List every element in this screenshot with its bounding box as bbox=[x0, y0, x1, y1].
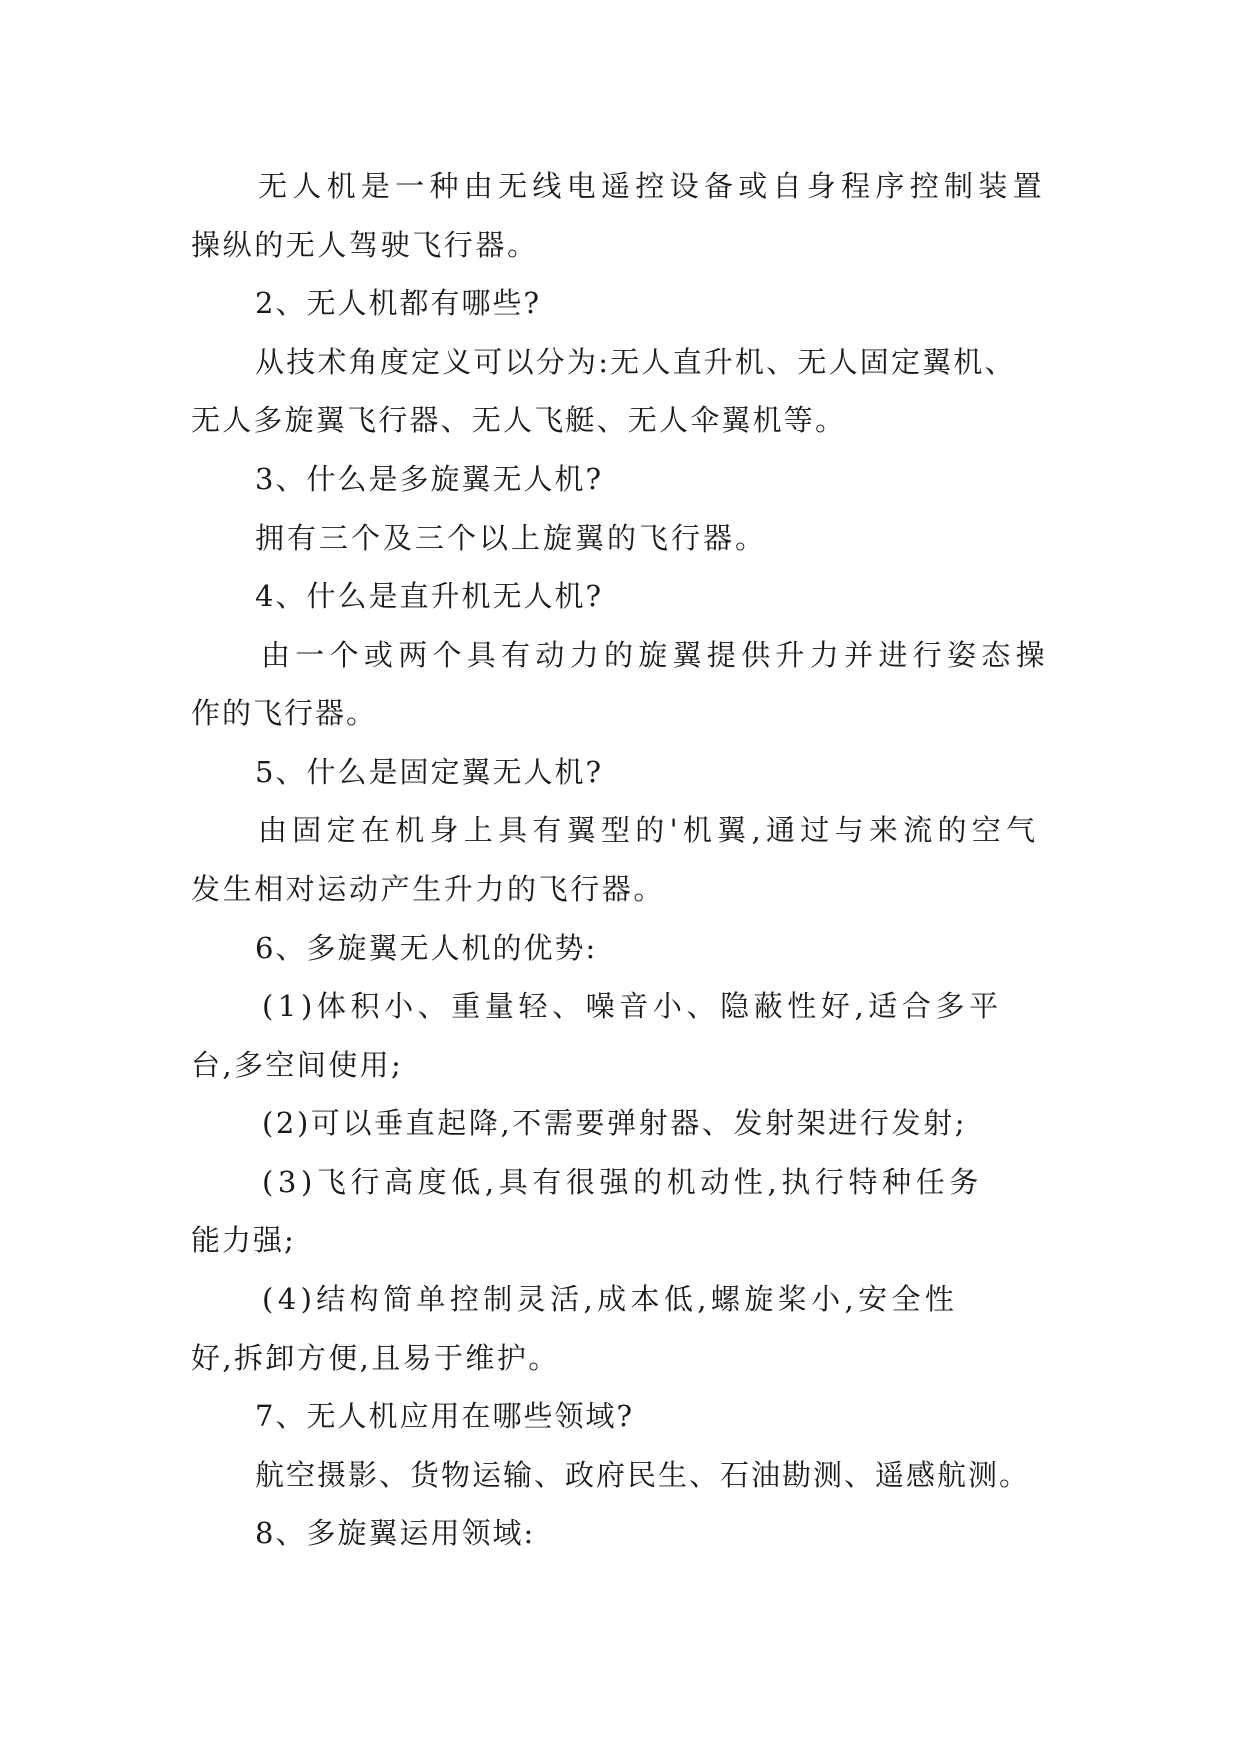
list-item-line: 好,拆卸方便,且易于维护。 bbox=[191, 1341, 560, 1375]
question-heading: 4、什么是直升机无人机? bbox=[255, 579, 603, 613]
paragraph-line: 操纵的无人驾驶飞行器。 bbox=[191, 228, 539, 262]
paragraph-line: 航空摄影、货物运输、政府民生、石油勘测、遥感航测。 bbox=[255, 1458, 1031, 1492]
paragraph-line: 发生相对运动产生升力的飞行器。 bbox=[191, 872, 666, 906]
paragraph-line: 无人机是一种由无线电遥控设备或自身程序控制装置 bbox=[258, 169, 1047, 203]
question-heading: 6、多旋翼无人机的优势: bbox=[255, 931, 598, 965]
paragraph-line: 由固定在机身上具有翼型的'机翼,通过与来流的空气 bbox=[258, 813, 1041, 847]
paragraph-line: 从技术角度定义可以分为:无人直升机、无人固定翼机、 bbox=[255, 345, 1016, 379]
list-item-line: (2)可以垂直起降,不需要弹射器、发射架进行发射; bbox=[262, 1106, 968, 1140]
list-item-line: (4)结构简单控制灵活,成本低,螺旋桨小,安全性 bbox=[262, 1282, 959, 1316]
paragraph-line: 由一个或两个具有动力的旋翼提供升力并进行姿态操 bbox=[261, 638, 1050, 672]
question-heading: 2、无人机都有哪些? bbox=[255, 286, 541, 320]
list-item-line: 能力强; bbox=[191, 1223, 296, 1257]
paragraph-line: 作的飞行器。 bbox=[191, 696, 378, 730]
question-heading: 8、多旋翼运用领域: bbox=[255, 1516, 536, 1550]
paragraph-line: 无人多旋翼飞行器、无人飞艇、无人伞翼机等。 bbox=[191, 403, 847, 437]
list-item-line: (1)体积小、重量轻、噪音小、隐蔽性好,适合多平 bbox=[262, 989, 1003, 1023]
paragraph-line: 拥有三个及三个以上旋翼的飞行器。 bbox=[255, 521, 768, 555]
list-item-line: 台,多空间使用; bbox=[191, 1048, 404, 1082]
question-heading: 7、无人机应用在哪些领域? bbox=[255, 1399, 634, 1433]
question-heading: 5、什么是固定翼无人机? bbox=[255, 755, 603, 789]
list-item-line: (3)飞行高度低,具有很强的机动性,执行特种任务 bbox=[262, 1165, 983, 1199]
question-heading: 3、什么是多旋翼无人机? bbox=[255, 462, 603, 496]
